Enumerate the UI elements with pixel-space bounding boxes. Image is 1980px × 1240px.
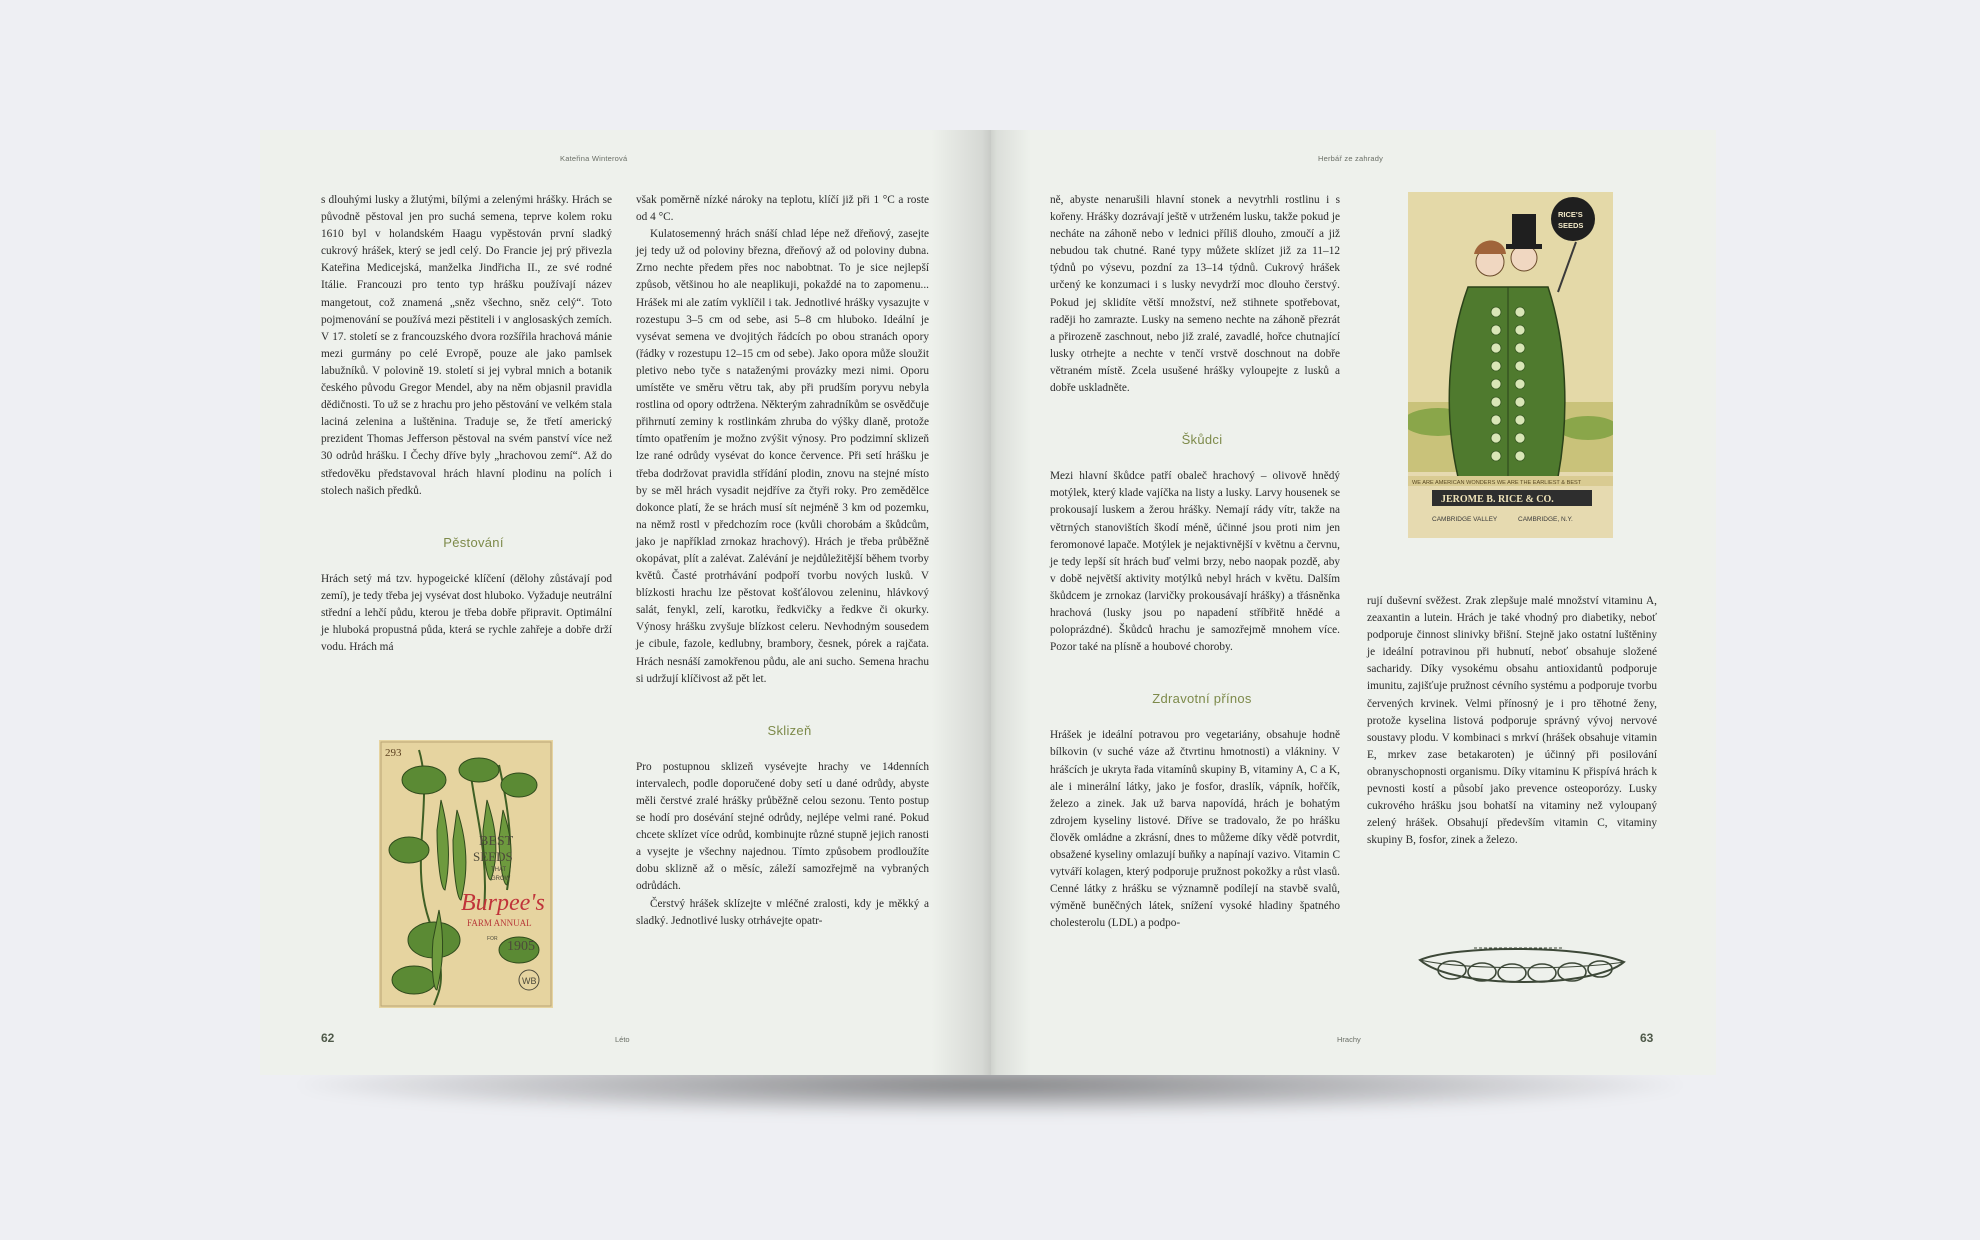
heading-zdravotni-prinos: Zdravotní přínos	[1152, 691, 1252, 707]
paragraph: Pro postupnou sklizeň vysévejte hrachy ve 14denních intervalech, podle doporučené doby setí u dané odrůdy, abyste měli čerstvé zralé hrášky průběžně celou sezonu. Tento postup se hodí pro dosévání stejné odrůdy, nejlépe velmi rané. Pokud chcete sklízet více odrůd, kombinujte různé stupně jejich ranosti a vysejte je všechny najednou. Tímto způsobem prodloužíte dobu sklizně až o měsíc, záleží samozřejmě na vybraných odrůdách.	[636, 760, 929, 893]
plate-annual: FARM ANNUAL	[467, 918, 532, 928]
plate-seeds: SEEDS	[473, 849, 513, 864]
heading-pestovani: Pěstování	[443, 534, 504, 550]
left-column-1	[321, 192, 612, 656]
plate-banner: WE ARE AMERICAN WONDERS WE ARE THE EARLIEST & BEST	[1412, 480, 1582, 486]
plate-brand-rice: JEROME B. RICE & CO.	[1441, 494, 1554, 505]
plate-city-left: CAMBRIDGE VALLEY	[1432, 516, 1498, 523]
plate-monogram: WB	[522, 976, 537, 986]
plate-grow: GROW	[491, 876, 511, 882]
heading-skudci: Škůdci	[1181, 432, 1223, 448]
plate-best: BEST	[479, 834, 514, 849]
right-column-2	[1367, 593, 1657, 849]
rice-seeds-advertisement-plate	[1408, 192, 1613, 538]
heading-sklizen: Sklizeň	[767, 722, 812, 738]
paragraph: Čerstvý hrášek sklízejte v mléčné zralosti, kdy je měkký a sladký. Jednotlivé lusky otrhávejte opatr-	[636, 897, 929, 927]
burpee-seed-catalog-plate	[379, 740, 553, 1008]
footer-left: Léto	[615, 1035, 630, 1044]
paragraph: Kulatosemenný hrách snáší chlad lépe než dřeňový, zasejte jej tedy už od poloviny března, dřeňový až od poloviny dubna. Zrno nechte předem přes noc nabobtnat. To je sice nejlepší způsob, většinou ho ale neaplikuji, pokaždé na to zapomenu... Hrášek mi ale zatím vyklíčil i tak. Jednotlivé hrášky vysazujte v rozestupu 3–5 cm od sebe, asi 5–8 cm hluboko. Ideální je vysévat semena ve dvojitých řádcích po obou stranách opory (řádky v rozestupu 12–15 cm od sebe). Jako opora může sloužit pletivo nebo tyče s nataženými provázky mezi nimi. Oporu umístěte ve směru větru tak, aby při prudším poryvu nebyla rostlina od opory odtržena. Některým zahradníkům se osvědčuje přihrnutí zeminy k rostlinkám zhruba do výšky dlaně, protože tímto opatřením je možno zvýšit výnosy. Pro podzimní sklizeň lze rané odrůdy vysévat do konce července. Při setí hrášku je třeba dodržovat pravidla střídání plodin, znovu na stejné místo by se měl hrách vysadit nejdříve za čtyři roky. Pro zemědělce dokonce platí, že se hrách musí sít nejméně 3 km od pozemku, na němž rostl v předchozím roce (kvůli chorobám a škůdcům, jako je například zrnokaz hrachový). Hrách je třeba průběžně okopávat, plít a zalévat. Zalévání je nejdůležitější během tvorby květů. Časté protrhávání podpoří tvorbu nových lusků. V blízkosti hrachu lze pěstovat košťálovou zeleninu, hlávkový salát, fenykl, zelí, karotku, ředkvičky a ředkve či okurky. Výnosy hrášku zvyšuje blízkost celeru. Nevhodným sousedem je cibule, fazole, kedlubny, brambory, česnek, pórek a rajčata. Hrách nesnáší zamokřenou půdu, ale ani sucho. Semena hrachu si udržují klíčivost až pět let.	[636, 228, 929, 685]
paragraph: ně, abyste nenarušili hlavní stonek a nevytrhli rostlinu i s kořeny. Hrášky dozrávají ještě v utrženém lusku, takže pokud je necháte na záhoně nebo v lednici příliš dlouho, zmoučí a již nebudou tak chutné. Rané typy můžete sklízet již za 11–12 týdnů po výsevu, pozdní za 13–14 týdnů. Cukrový hrášek určený ke konzumaci i s lusky nevydrží moc dlouho čerstvý. Pokud jej sklidíte větší množství, než stihnete spotřebovat, raději ho zamrazte. Lusky na semeno nechte na záhoně přezrát a přirozeně zaschnout, nebo již zralé, zavadlé, hořce chutnající lusky otrhejte a nechte v tenčí vrstvě doschnout na dobře větraném místě. Zcela usušené hrášky vyloupejte z lusků a dobře uskladněte.	[1050, 194, 1340, 395]
plate-city-right: CAMBRIDGE, N.Y.	[1518, 516, 1573, 523]
paragraph: Hrách setý má tzv. hypogeické klíčení (dělohy zůstávají pod zemí), je tedy třeba jej vysévat dost hluboko. Vyžaduje neutrální střední a lehčí půdu, kterou je třeba dobře připravit. Optimální je hluboká propustná půda, která se rychle zahřeje a dobře drží vodu. Hrách má	[321, 572, 612, 654]
plate-that: THAT	[491, 867, 507, 873]
paragraph: rují duševní svěžest. Zrak zlepšuje malé množství vitaminu A, zeaxantin a lutein. Hrách je také vhodný pro diabetiky, neboť podporuje činnost slinivky břišní. Stejně jako ostatní luštěniny je ideální potravinou při hubnutí, neboť obsahuje složené sacharidy. Díky vysokému obsahu antioxidantů podporuje imunitu, zajišťuje pružnost cévního systému a podporuje tvorbu červených krvinek. Velmi přínosný je i pro těhotné ženy, protože kyselina listová podporuje správný vývoj nervové soustavy plodu. V kombinaci s mrkví (hrášek obsahuje vitamin E, mrkev zase betakaroten) je účinný při posilování obranyschopnosti organismu. Díky vitaminu K přispívá hrách k pevnosti kostí a působí jako prevence osteoporózy. Lusky cukrového hrášku jsou bohatší na vitaminy než vyloupaný zelený hrášek. Obsahují především vitamin C, vitaminy skupiny B, fosfor, zinek a železo.	[1367, 595, 1657, 847]
pea-pod-sketch	[1414, 940, 1629, 995]
page-number-left: 62	[321, 1031, 335, 1045]
running-head-right: Herbář ze zahrady	[1318, 154, 1384, 163]
pea-pod-icon	[1414, 940, 1629, 995]
page-number-right: 63	[1640, 1031, 1654, 1045]
left-column-2	[636, 192, 929, 930]
paragraph: však poměrně nízké nároky na teplotu, klíčí již při 1 °C a roste od 4 °C.	[636, 194, 929, 224]
left-page	[260, 130, 991, 1075]
paragraph: Hrášek je ideální potravou pro vegetariány, obsahuje hodně bílkovin (v suché váze až čtvrtinu hmotnosti) a vlákniny. V hrášcích je ukryta řada vitamínů skupiny B, vitaminy A, C a K, ale i minerální látky, jako je fosfor, draslík, vápník, hořčík, železo a zinek. Jak už barva napovídá, hrách je bohatým zdrojem kyseliny listové. Dříve se tradovalo, že po hrášku člověk omládne a zkrásní, dnes to můžeme díky vědě potvrdit, obsažené kyseliny omlazují buňky a napínají vazivo. Vitamin C vytváří kolagen, který podporuje pružnost pokožky a růst vlasů. Cenné látky z hrášku se významně podílejí na stavbě svalů, výměně buněčných látek, snížení vysoké hladiny špatného cholesterolu (LDL) a podpo-	[1050, 729, 1340, 930]
plate-year: 1905	[507, 939, 535, 954]
paragraph: Mezi hlavní škůdce patří obaleč hrachový – olivově hnědý motýlek, který klade vajíčka na listy a lusky. Larvy housenek se prokousají luskem a žerou hrášky. Nemají rády vítr, takže na větrných stanovištích škodí méně, účinné jsou proti nim jen feromonové lapače. Motýlek je nejaktivnější v květnu a červnu, je tedy lepší sít hrách buď velmi brzy, nebo naopak pozdě, aby v době největší aktivity motýlků nebyl hrách v květu. Dalším škůdcem je zrnokaz (larvičky prokousávají hrášky) a třásněnka hrachová (lusky jsou po napadení stříbřitě hnědé a poloprázdné). Škůdců hrachu je samozřejmě mnohem více. Pozor také na plísně a houbové choroby.	[1050, 470, 1340, 654]
paragraph: s dlouhými lusky a žlutými, bílými a zelenými hrášky. Hrách se původně pěstoval jen pro suchá semena, teprve kolem roku 1610 byl v holandském Haagu vypěstován první sladký cukrový hrášek, který se jedl celý. Do Francie jej prý přivezla Kateřina Medicejská, manželka Jindřicha II., ze své rodné Itálie. Francouzi pro tento typ hrášku používají název mangetout, což znamená „sněz všechno, sněz celý“. Toto pojmenování se používá mezi pěstiteli i v anglosaských zemích. V 17. století se z francouzského dvora rozšířila hrachová mánie mezi gurmány po celé Evropě, pouze ale jako pamlsek labužníků. V polovině 19. století si jej vybral mnich a botanik českého původu Gregor Mendel, aby na něm objasnil pravidla dědičnosti. To už se z hrachu pro jeho pěstování ve velkém stala laciná zelenina a luštěnina. Traduje se, že třetí americký prezident Thomas Jefferson pěstoval na svém panství více než 30 odrůd hrášku. I Čechy dříve byly „hrachovou zemí“. Až do středověku představoval hrách hlavní plodinu na polích i stolech našich předků.	[321, 194, 612, 497]
right-column-1	[1050, 192, 1340, 932]
badge-line-2: SEEDS	[1558, 221, 1584, 230]
plate-number: 293	[385, 747, 402, 759]
plate-for: FOR	[487, 936, 498, 942]
footer-right: Hrachy	[1337, 1035, 1361, 1044]
badge-line-1: RICE'S	[1558, 210, 1583, 219]
pea-pod-couple-illustration	[1408, 192, 1613, 538]
plate-brand: Burpee's	[461, 890, 545, 916]
pea-plant-illustration	[379, 740, 553, 1008]
right-page	[991, 130, 1716, 1075]
running-head-left: Kateřina Winterová	[560, 154, 628, 163]
